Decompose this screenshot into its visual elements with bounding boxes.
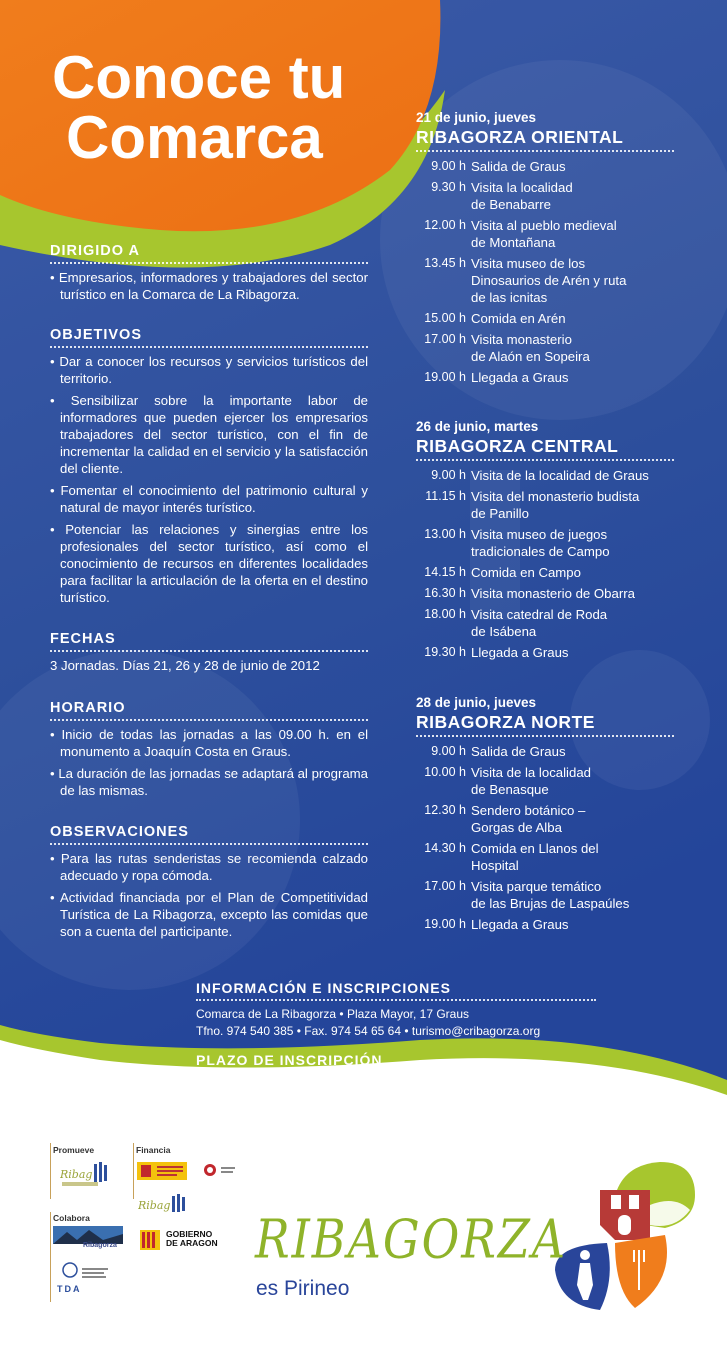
sponsor-divider: [133, 1143, 134, 1199]
schedule-time: 13.45 h: [424, 256, 466, 270]
comarca-small-logo: [60, 1160, 110, 1190]
page-title: [52, 44, 346, 171]
schedule-row: [416, 916, 674, 933]
schedule-row: [416, 564, 674, 581]
bullet-item: • Empresarios, informadores y trabajadores del sector turístico en la Comarca de La Ribagorza.: [50, 269, 368, 303]
day-title: RIBAGORZA NORTE: [416, 712, 674, 737]
bullet-item: • Sensibilizar sobre la importante labor de informadores que pueden ejercer los empresarios trabajadores del sector turístico, con el fin de incrementar la calidad en el servicio y la satisfacción del cliente.: [50, 392, 368, 477]
day-norte: [416, 695, 674, 937]
schedule-activity: Llegada a Graus: [471, 370, 569, 385]
schedule-activity: Comida en Arén: [471, 311, 566, 326]
schedule-activity: Visita de la localidad de Benasque: [471, 765, 591, 797]
bullet-item: • Actividad financiada por el Plan de Competitividad Turística de La Ribagorza, excepto las comidas que son a cuenta del participante.: [50, 889, 368, 940]
info-contact[interactable]: Tfno. 974 540 385 • Fax. 974 54 65 64 • turismo@cribagorza.org: [196, 1024, 541, 1038]
schedule-time: 12.30 h: [424, 803, 466, 817]
schedule-list: [416, 158, 674, 386]
day-title: RIBAGORZA CENTRAL: [416, 436, 674, 461]
schedule-time: 13.00 h: [424, 527, 466, 541]
brand-name: RIBAGORZA: [255, 1207, 568, 1271]
title-line-2: Comarca: [66, 104, 323, 171]
schedule-row: [416, 488, 674, 522]
schedule-time: 19.00 h: [424, 917, 466, 931]
schedule-time: 9.00 h: [431, 744, 466, 758]
schedule-activity: Visita museo de juegos tradicionales de Campo: [471, 527, 610, 559]
bullet-item: • Fomentar el conocimiento del patrimonio cultural y natural de mayor interés turístico.: [50, 482, 368, 516]
svg-text:Ribag: Ribag: [60, 1168, 93, 1181]
schedule-time: 18.00 h: [424, 607, 466, 621]
schedule-activity: Sendero botánico – Gorgas de Alba: [471, 803, 586, 835]
section-objetivos: [50, 327, 368, 611]
gobierno-aragon-logo: [138, 1228, 218, 1258]
gobierno-text: GOBIERNO DE ARAGON: [166, 1229, 218, 1248]
schedule-list: [416, 743, 674, 933]
schedule-activity: Visita del monasterio budista de Panillo: [471, 489, 640, 521]
day-date: 21 de junio, jueves: [416, 110, 537, 125]
schedule-activity: Visita monasterio de Obarra: [471, 586, 635, 601]
day-date: 26 de junio, martes: [416, 419, 539, 434]
schedule-row: [416, 255, 674, 306]
svg-text:Ribag: Ribag: [138, 1199, 171, 1212]
schedule-row: [416, 369, 674, 386]
schedule-activity: Visita al pueblo medieval de Montañana: [471, 218, 617, 250]
info-block: [196, 980, 596, 1095]
schedule-row: [416, 179, 674, 213]
schedule-activity: Visita la localidad de Benabarre: [471, 180, 573, 212]
schedule-time: 17.00 h: [424, 879, 466, 893]
schedule-time: 14.30 h: [424, 841, 466, 855]
section-heading: HORARIO: [50, 700, 368, 721]
schedule-row: [416, 840, 674, 874]
bullet-item: • La duración de las jornadas se adaptará al programa de las mismas.: [50, 765, 368, 799]
brand-tagline: es Pirineo: [256, 1277, 350, 1300]
section-observaciones: [50, 824, 368, 945]
section-fechas: [50, 631, 368, 674]
section-heading: OBJETIVOS: [50, 327, 368, 348]
plazo-heading: PLAZO DE INSCRIPCIÓN: [196, 1052, 596, 1073]
bullet-item: • Dar a conocer los recursos y servicios turísticos del territorio.: [50, 353, 368, 387]
ribagorza-brand-logo: [255, 1150, 705, 1320]
colabora-logo-text: Ribagorza: [83, 1242, 117, 1249]
schedule-time: 9.00 h: [431, 468, 466, 482]
schedule-activity: Visita monasterio de Alaón en Sopeira: [471, 332, 590, 364]
schedule-time: 9.30 h: [431, 180, 466, 194]
schedule-activity: Salida de Graus: [471, 744, 566, 759]
bullet-item: • Potenciar las relaciones y sinergias entre los profesionales del sector turístico, así como el conocimiento de recursos en diferentes localidades para facilitar la articulación de la oferta en el destino turístico.: [50, 521, 368, 606]
schedule-row: [416, 467, 674, 484]
day-date: 28 de junio, jueves: [416, 695, 537, 710]
schedule-activity: Visita catedral de Roda de Isábena: [471, 607, 608, 639]
sponsor-divider: [50, 1143, 51, 1199]
schedule-activity: Visita museo de los Dinosaurios de Arén y ruta de las icnitas: [471, 256, 627, 305]
bullet-item: • Inicio de todas las jornadas a las 09.00 h. en el monumento a Joaquín Costa en Graus.: [50, 726, 368, 760]
schedule-row: [416, 310, 674, 327]
schedule-row: [416, 585, 674, 602]
schedule-row: [416, 802, 674, 836]
ribagorza-small-logo-2: [138, 1193, 188, 1219]
schedule-time: 16.30 h: [424, 586, 466, 600]
schedule-row: [416, 331, 674, 365]
schedule-activity: Salida de Graus: [471, 159, 566, 174]
schedule-activity: Visita parque temático de las Brujas de Laspaúles: [471, 879, 630, 911]
schedule-row: [416, 526, 674, 560]
bullet-item: • Para las rutas senderistas se recomienda calzado adecuado y ropa cómoda.: [50, 850, 368, 884]
schedule-time: 17.00 h: [424, 332, 466, 346]
schedule-list: [416, 467, 674, 661]
schedule-time: 11.15 h: [425, 489, 466, 503]
schedule-time: 12.00 h: [424, 218, 466, 232]
colabora-label: Colabora: [53, 1213, 90, 1223]
schedule-time: 10.00 h: [424, 765, 466, 779]
schedule-activity: Comida en Llanos del Hospital: [471, 841, 599, 873]
schedule-time: 19.00 h: [424, 370, 466, 384]
tda-text: TDA: [57, 1284, 82, 1294]
ministerio-logo: [137, 1160, 257, 1184]
section-heading: FECHAS: [50, 631, 368, 652]
schedule-time: 19.30 h: [424, 645, 466, 659]
schedule-row: [416, 764, 674, 798]
info-heading: INFORMACIÓN E INSCRIPCIONES: [196, 980, 596, 1001]
tda-logo: [56, 1262, 116, 1302]
section-dirigido: [50, 243, 368, 308]
day-title: RIBAGORZA ORIENTAL: [416, 127, 674, 152]
title-line-1: Conoce tu: [52, 44, 346, 111]
fechas-text: 3 Jornadas. Días 21, 26 y 28 de junio de 2012: [50, 658, 320, 673]
schedule-time: 15.00 h: [424, 311, 466, 325]
schedule-row: [416, 644, 674, 661]
promueve-label: Promueve: [53, 1145, 95, 1155]
financia-label: Financia: [136, 1145, 171, 1155]
info-address: Comarca de La Ribagorza • Plaza Mayor, 17 Graus: [196, 1007, 469, 1021]
colabora-logo: [53, 1226, 123, 1252]
schedule-activity: Llegada a Graus: [471, 917, 569, 932]
section-horario: [50, 700, 368, 804]
schedule-activity: Llegada a Graus: [471, 645, 569, 660]
sponsor-divider: [50, 1212, 51, 1302]
schedule-activity: Visita de la localidad de Graus: [471, 468, 649, 483]
section-heading: DIRIGIDO A: [50, 243, 368, 264]
schedule-row: [416, 743, 674, 760]
day-central: [416, 419, 674, 665]
plazo-text: Hasta el 18 de junio, lunes: [196, 1079, 338, 1093]
day-oriental: [416, 110, 674, 390]
schedule-time: 9.00 h: [431, 159, 466, 173]
schedule-activity: Comida en Campo: [471, 565, 581, 580]
schedule-row: [416, 217, 674, 251]
section-heading: OBSERVACIONES: [50, 824, 368, 845]
schedule-row: [416, 606, 674, 640]
schedule-time: 14.15 h: [424, 565, 466, 579]
schedule-row: [416, 878, 674, 912]
schedule-row: [416, 158, 674, 175]
